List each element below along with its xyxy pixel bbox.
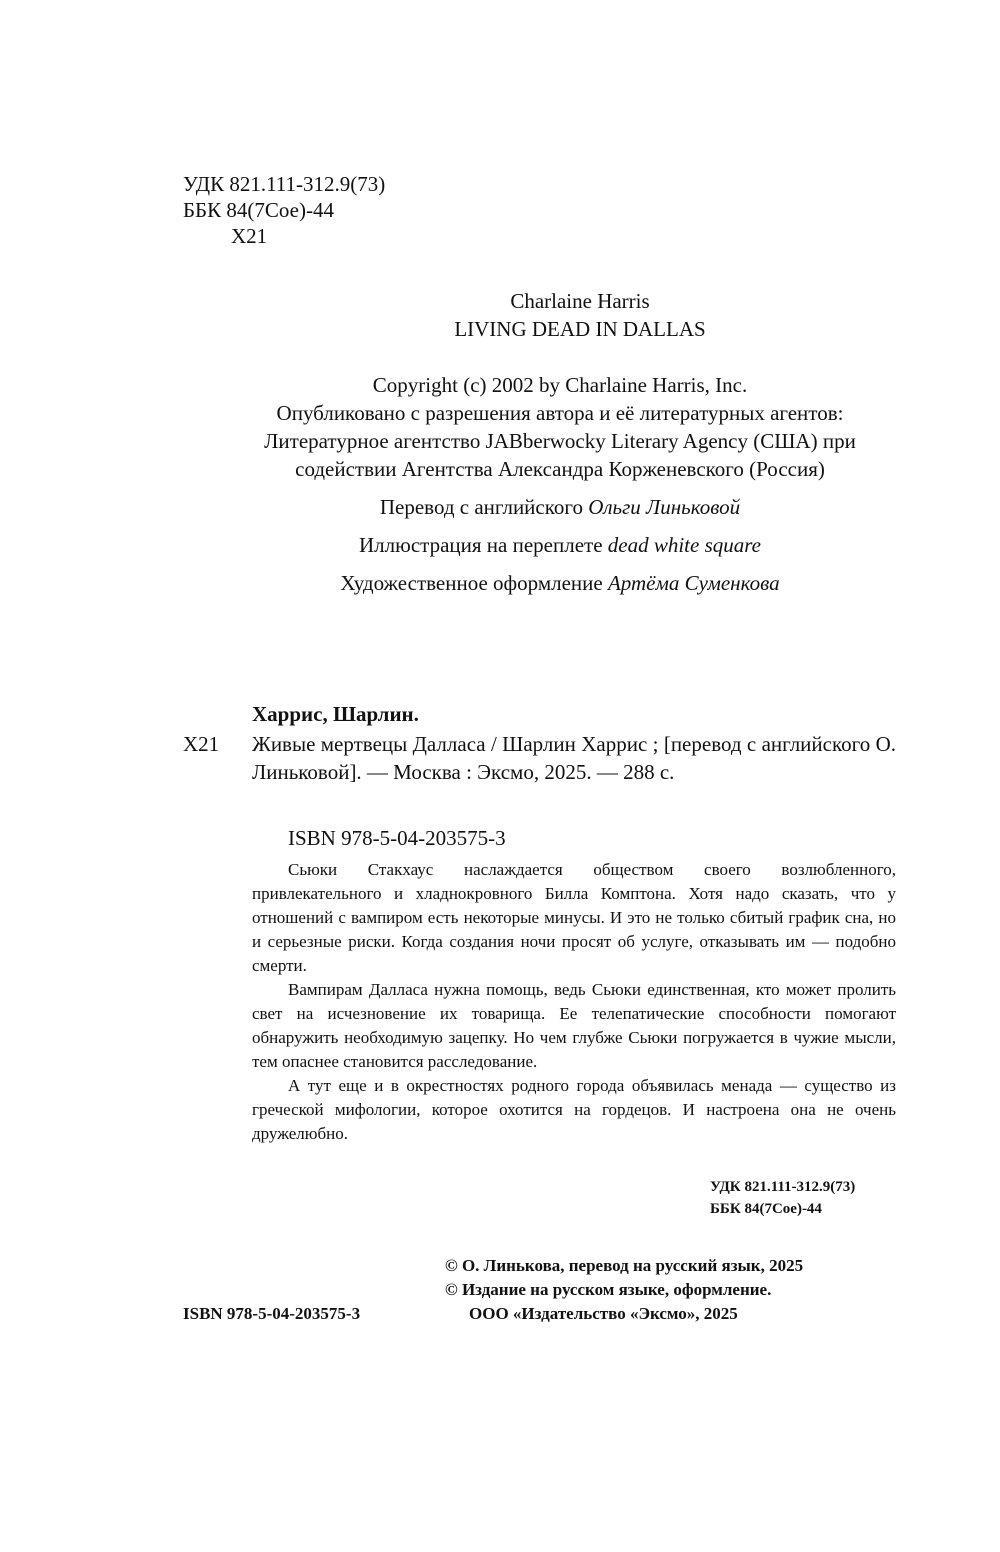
- translation-label: Перевод с английского: [379, 495, 589, 519]
- classification-codes: [183, 170, 385, 248]
- copyright-notice: [445, 1254, 803, 1326]
- footer-bbk: ББК 84(7Сое)-44: [710, 1201, 822, 1217]
- footer-udk: УДК 821.111-312.9(73): [710, 1179, 856, 1195]
- footer-isbn: ISBN 978-5-04-203575-3: [183, 1304, 361, 1323]
- illustration-credit: [150, 531, 970, 559]
- copyright-publisher: ООО «Издательство «Эксмо», 2025: [469, 1304, 738, 1323]
- design-label: Художественное оформление: [340, 571, 608, 595]
- author-sign: Х21: [231, 224, 268, 248]
- illustration-label: Иллюстрация на переплете: [359, 533, 608, 557]
- annotation-paragraph: А тут еще и в окрестностях родного города объявилась менада — существо из греческой мифологии, которое охотится на гордецов. И настроена она не очень дружелюбно.: [252, 1076, 896, 1143]
- catalog-author-heading: Харрис, Шарлин.: [252, 702, 419, 726]
- translator-name: Ольги Линьковой: [588, 495, 741, 519]
- catalog-isbn: ISBN 978-5-04-203575-3: [288, 826, 506, 850]
- bbk-code: ББК 84(7Сое)-44: [183, 198, 334, 222]
- udk-code: УДК 821.111-312.9(73): [183, 172, 386, 196]
- permission-line: Опубликовано с разрешения автора и её литературных агентов:: [276, 401, 844, 425]
- design-credit: [150, 569, 970, 597]
- original-title-block: [250, 287, 910, 343]
- annotation-paragraph: Вампирам Далласа нужна помощь, ведь Сьюки единственная, кто может пролить свет на исчезновение их товарища. Ее телепатические способности помогают обнаружить необходимую зацепку. Но чем глубже Сьюки погружается в чужие мысли, тем опаснее становится расследование.: [252, 980, 896, 1071]
- catalog-sign: Х21: [183, 732, 220, 756]
- translation-credit: [150, 493, 970, 521]
- original-author: Charlaine Harris: [510, 289, 650, 313]
- illustrator-name: dead white square: [607, 533, 761, 557]
- footer-codes: [600, 1176, 896, 1220]
- agency-line-2: содействии Агентства Александра Корженевского (Россия): [295, 457, 825, 481]
- annotation-paragraph: Сьюки Стакхаус наслаждается обществом своего возлюбленного, привлекательного и хладнокровного Билла Комптона. Хотя надо сказать, что у отношений с вампиром есть некоторые минусы. И это не только сбитый график сна, но и серьезные риски. Когда создания ночи просят об услуге, отказывать им — подобно смерти.: [252, 860, 896, 975]
- designer-name: Артёма Суменкова: [607, 571, 780, 595]
- rights-block: [150, 371, 970, 597]
- agency-line: Литературное агентство JABberwocky Literary Agency (США) при: [264, 429, 856, 453]
- original-title: LIVING DEAD IN DALLAS: [454, 317, 706, 341]
- catalog-description: Живые мертвецы Далласа / Шарлин Харрис ; [перевод с английского О. Линьковой]. — Москва : Эксмо, 2025. — 288 с.: [252, 732, 896, 784]
- annotation: [252, 858, 896, 1146]
- copyright-edition: © Издание на русском языке, оформление.: [445, 1280, 772, 1299]
- copyright-translation: © О. Линькова, перевод на русский язык, 2025: [445, 1256, 804, 1275]
- copyright-line: Copyright (c) 2002 by Charlaine Harris, Inc.: [372, 373, 748, 397]
